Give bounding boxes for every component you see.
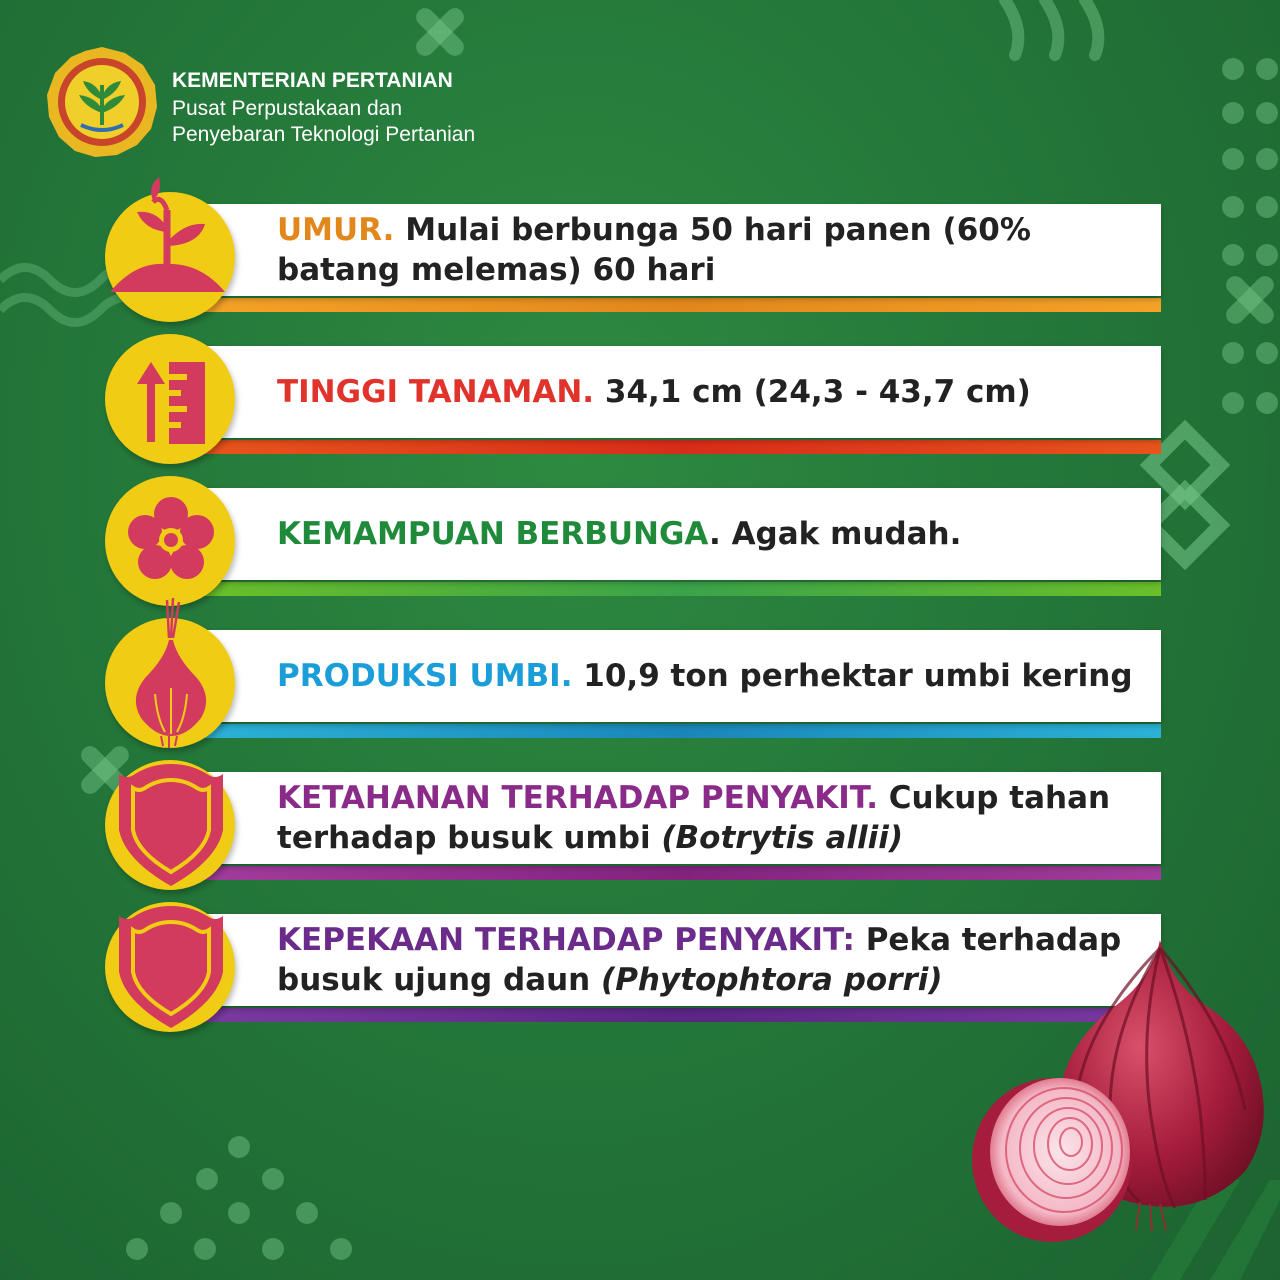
- onion-bulb-icon: [105, 618, 235, 748]
- info-label: KEPEKAAN TERHADAP PENYAKIT:: [277, 922, 855, 958]
- info-text: [277, 372, 1147, 412]
- info-value: Mulai berbunga 50 hari panen (60% batang melemas) 60 hari: [277, 212, 1031, 288]
- info-value: Cukup tahan terhadap busuk umbi: [277, 780, 1111, 856]
- info-text: [277, 210, 1147, 290]
- red-onion-illustration: [960, 940, 1280, 1280]
- info-value: 34,1 cm (24,3 - 43,7 cm): [594, 374, 1031, 410]
- info-value: 10,9 ton perhektar umbi kering: [572, 658, 1133, 694]
- info-label: KEMAMPUAN BERBUNGA: [277, 516, 709, 552]
- row-underline: [205, 724, 1161, 738]
- info-label: TINGGI TANAMAN.: [277, 374, 595, 410]
- info-label: PRODUKSI UMBI.: [277, 658, 573, 694]
- info-row-umur: [105, 192, 1165, 322]
- info-row-ketahanan: [105, 760, 1165, 890]
- info-text: [277, 656, 1147, 696]
- info-row-produksi: [105, 618, 1165, 748]
- info-value-italic: (Botrytis allii): [661, 820, 904, 856]
- info-value: Peka terhadap busuk ujung daun: [277, 922, 1122, 998]
- info-row-tinggi: [105, 334, 1165, 464]
- org-subtitle-line-1: Pusat Perpustakaan dan: [172, 97, 402, 120]
- row-underline: [205, 298, 1161, 312]
- shield-icon: [105, 902, 235, 1032]
- org-subtitle-line-2: Penyebaran Teknologi Pertanian: [172, 123, 476, 146]
- org-name: KEMENTERIAN PERTANIAN: [172, 69, 453, 92]
- info-value: . Agak mudah.: [709, 516, 962, 552]
- row-underline: [205, 582, 1161, 596]
- shield-icon: [105, 760, 235, 890]
- info-text: [277, 778, 1147, 858]
- ministry-logo-icon: [45, 45, 160, 160]
- info-value-italic: (Phytophtora porri): [601, 962, 943, 998]
- info-label: KETAHANAN TERHADAP PENYAKIT.: [277, 780, 878, 816]
- info-label: UMUR.: [277, 212, 395, 248]
- flower-icon: [105, 476, 235, 606]
- sprout-icon: [105, 192, 235, 322]
- row-underline: [205, 866, 1161, 880]
- ruler-height-icon: [105, 334, 235, 464]
- info-row-berbunga: [105, 476, 1165, 606]
- row-underline: [205, 440, 1161, 454]
- info-text: [277, 514, 1147, 554]
